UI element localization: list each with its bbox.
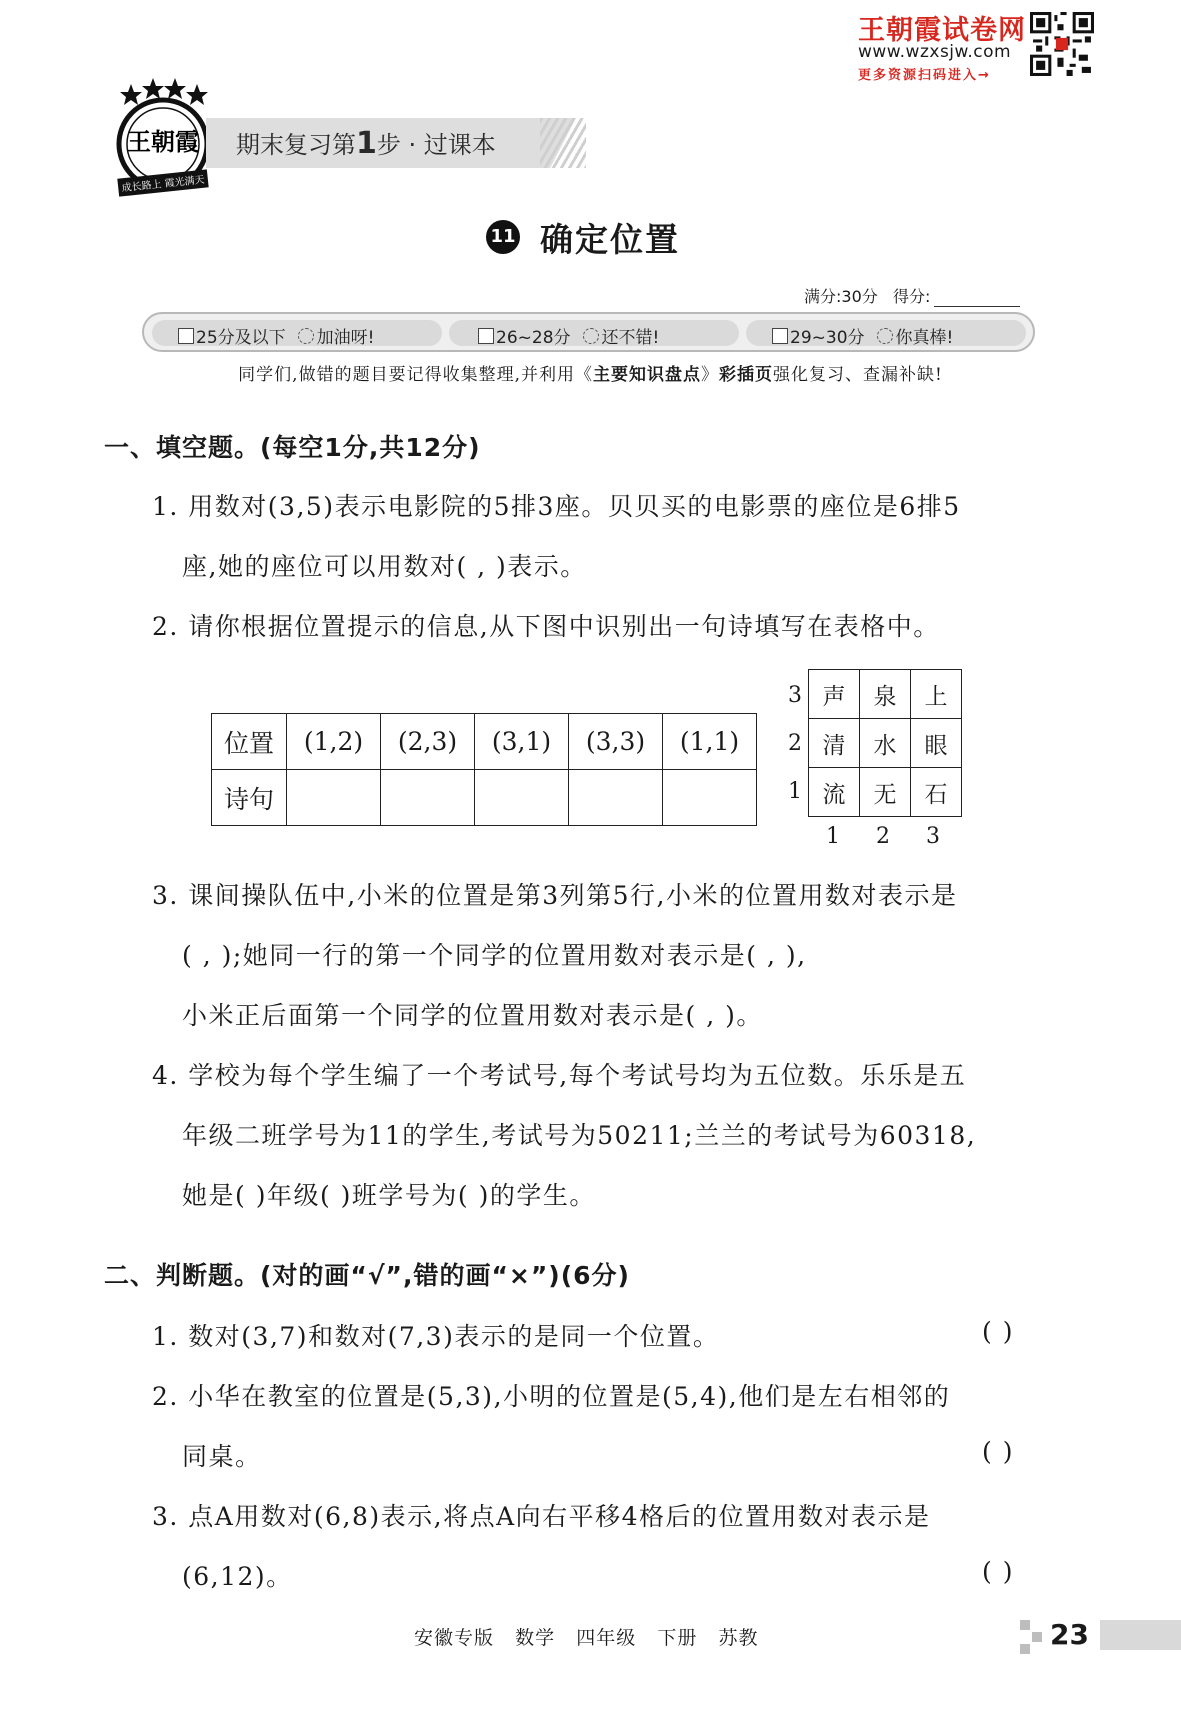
s1-q1-line1: 1. 用数对(3,5)表示电影院的5排3座。贝贝买的电影票的座位是6排5 (152, 492, 961, 521)
rating-option-3[interactable]: 29~30分 你真棒! (772, 323, 953, 348)
grid-row (809, 719, 962, 768)
grid-cell: 上 (911, 670, 962, 719)
wangzhaoxia-logo (108, 78, 218, 200)
grid-cell: 流 (809, 768, 860, 817)
poem-answer-cell[interactable] (381, 770, 475, 826)
grid-cell: 泉 (860, 670, 911, 719)
s2-q3-line2: (6,12)。 (182, 1562, 293, 1591)
step-banner-text: 期末复习第1步 · 过课本 (236, 126, 496, 161)
grid-row-label: 2 (788, 731, 802, 756)
logo-motto: 成长路上 霞光满天 (121, 174, 206, 195)
unit-number-badge: 11 (486, 220, 520, 254)
grid-cell: 眼 (911, 719, 962, 768)
rating-bar (142, 312, 1035, 352)
grid-row (809, 768, 962, 817)
position-cell: (1,2) (287, 714, 381, 770)
poem-answer-cell[interactable] (569, 770, 663, 826)
poem-character-grid (808, 669, 962, 817)
face-icon (877, 328, 893, 344)
section-1-title: 一、填空题。(每空1分,共12分) (104, 433, 481, 462)
got-score-label: 得分: (893, 287, 931, 306)
page-deco-square (1020, 1644, 1030, 1654)
footer-edition: 安徽专版 数学 四年级 下册 苏教 (414, 1627, 759, 1649)
table-header-poem: 诗句 (212, 770, 287, 826)
poem-answer-cell[interactable] (287, 770, 381, 826)
s1-q1-line2: 座,她的座位可以用数对( , )表示。 (182, 552, 587, 581)
s1-q4-line1: 4. 学校为每个学生编了一个考试号,每个考试号均为五位数。乐乐是五 (152, 1061, 967, 1090)
score-line (804, 284, 1020, 307)
s1-q3-line3: 小米正后面第一个同学的位置用数对表示是( , )。 (182, 1001, 763, 1030)
checkbox-icon (178, 328, 194, 344)
poem-answer-cell[interactable] (663, 770, 757, 826)
position-cell: (2,3) (381, 714, 475, 770)
checkbox-icon (772, 328, 788, 344)
grid-cell: 清 (809, 719, 860, 768)
grid-row (809, 670, 962, 719)
s1-q3-line1: 3. 课间操队伍中,小米的位置是第3列第5行,小米的位置用数对表示是 (152, 881, 958, 910)
s2-q1: 1. 数对(3,7)和数对(7,3)表示的是同一个位置。 (152, 1322, 720, 1351)
position-cell: (3,1) (475, 714, 569, 770)
s2-q3-line1: 3. 点A用数对(6,8)表示,将点A向右平移4格后的位置用数对表示是 (152, 1502, 931, 1531)
logo-text: 王朝霞 (127, 127, 199, 156)
grid-cell: 无 (860, 768, 911, 817)
rating-option-1[interactable]: 25分及以下 加油呀! (178, 323, 374, 348)
face-icon (583, 328, 599, 344)
rating-option-2[interactable]: 26~28分 还不错! (478, 323, 659, 348)
position-cell: (1,1) (663, 714, 757, 770)
s2-q2-line2: 同桌。 (182, 1442, 262, 1471)
score-blank[interactable] (934, 290, 1020, 307)
full-score-label: 满分:30分 (804, 287, 878, 306)
page-number: 23 (1050, 1618, 1089, 1651)
s2-q2-line1: 2. 小华在教室的位置是(5,3),小明的位置是(5,4),他们是左右相邻的 (152, 1382, 951, 1411)
banner-stripes (540, 118, 586, 168)
s1-q3-line2: ( , );她同一行的第一个同学的位置用数对表示是( , ), (182, 941, 807, 970)
poem-answer-cell[interactable] (475, 770, 569, 826)
answer-paren[interactable]: ( ) (982, 1437, 1014, 1466)
grid-cell: 水 (860, 719, 911, 768)
page-deco-square (1020, 1620, 1030, 1630)
brand-scan-hint: 更多资源扫码进入→ (858, 68, 991, 83)
grid-row-label: 1 (788, 779, 802, 804)
face-icon (298, 328, 314, 344)
section-2-title: 二、判断题。(对的画“√”,错的画“×”)(6分) (104, 1261, 630, 1290)
table-row (212, 770, 757, 826)
grid-cell: 声 (809, 670, 860, 719)
s1-q2-line1: 2. 请你根据位置提示的信息,从下图中识别出一句诗填写在表格中。 (152, 612, 940, 641)
grid-col-label: 2 (876, 824, 890, 849)
grid-col-label: 3 (926, 824, 940, 849)
table-row (212, 714, 757, 770)
grid-row-label: 3 (788, 683, 802, 708)
position-cell: (3,3) (569, 714, 663, 770)
qr-code-icon[interactable] (1030, 12, 1094, 76)
checkbox-icon (478, 328, 494, 344)
page-number-bar (1100, 1620, 1181, 1650)
page-title: 确定位置 (540, 220, 680, 259)
study-note: 同学们,做错的题目要记得收集整理,并利用《主要知识盘点》彩插页强化复习、查漏补缺! (238, 365, 943, 385)
grid-cell: 石 (911, 768, 962, 817)
answer-paren[interactable]: ( ) (982, 1317, 1014, 1346)
grid-col-label: 1 (826, 824, 840, 849)
s1-q4-line2: 年级二班学号为11的学生,考试号为50211;兰兰的考试号为60318, (182, 1121, 977, 1150)
page-deco-square (1032, 1632, 1042, 1642)
poem-position-table (211, 713, 757, 826)
brand-name: 王朝霞试卷网 (858, 15, 1026, 46)
table-header-position: 位置 (212, 714, 287, 770)
answer-paren[interactable]: ( ) (982, 1557, 1014, 1586)
brand-url[interactable]: www.wzxsjw.com (858, 42, 1012, 62)
s1-q4-line3: 她是( )年级( )班学号为( )的学生。 (182, 1181, 596, 1210)
